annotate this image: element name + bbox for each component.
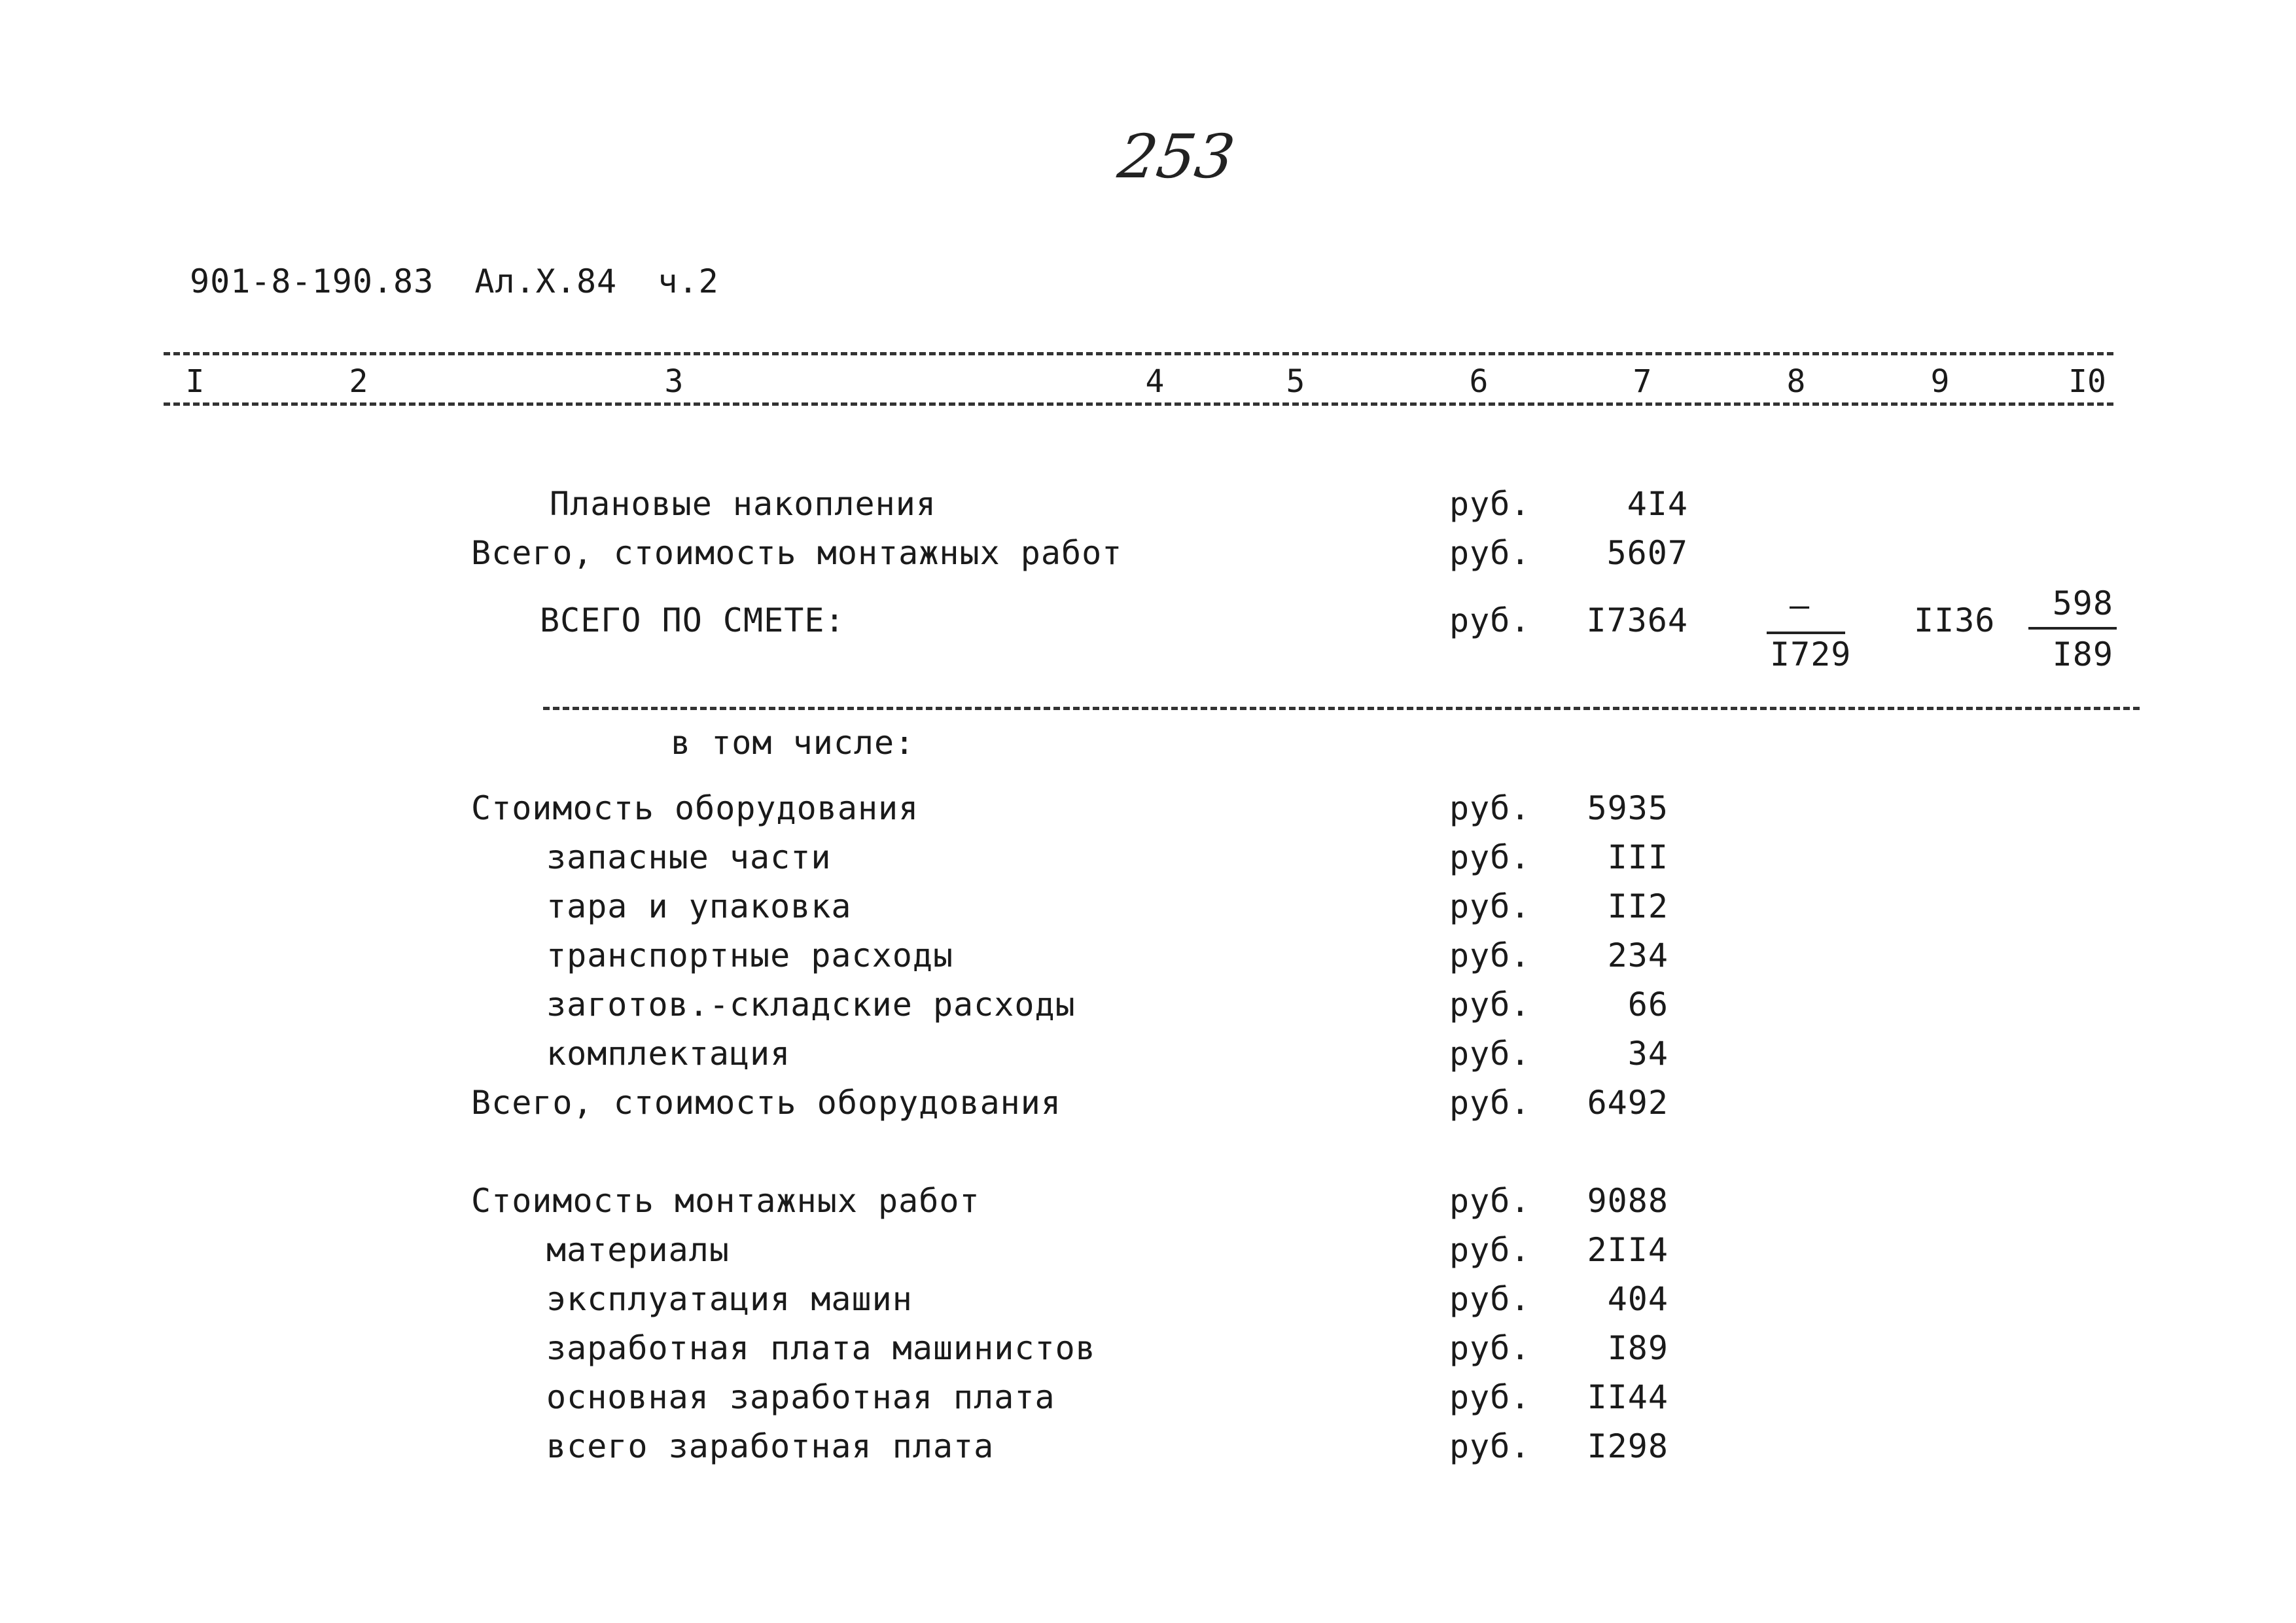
row-unit: руб. <box>1449 789 1531 827</box>
installation-item-value: 2II4 <box>1587 1231 1669 1269</box>
installation-item-value: I298 <box>1587 1427 1669 1465</box>
equipment-item-label: транспортные расходы <box>546 936 954 974</box>
row-label: Плановые накопления <box>550 485 936 523</box>
row-unit: руб. <box>1449 936 1531 974</box>
installation-item-label: всего заработная плата <box>546 1427 995 1465</box>
row-unit: руб. <box>1449 1231 1531 1269</box>
installation-item-value: II44 <box>1587 1378 1669 1416</box>
row-unit: руб. <box>1449 534 1531 572</box>
page-number: 253 <box>1114 122 1239 192</box>
equipment-title-value: 5935 <box>1587 789 1669 827</box>
column-number-5: 5 <box>1286 363 1305 400</box>
column-number-9: 9 <box>1930 363 1950 400</box>
equipment-total-value: 6492 <box>1587 1084 1669 1122</box>
equipment-item-value: III <box>1607 838 1669 876</box>
grand-total-col10-top: 598 <box>2052 584 2113 622</box>
column-number-3: 3 <box>664 363 684 400</box>
equipment-item-label: заготов.-складские расходы <box>546 986 1076 1024</box>
equipment-item-value: 66 <box>1627 986 1669 1024</box>
row-unit: руб. <box>1449 1084 1531 1122</box>
row-value: 4I4 <box>1627 485 1688 523</box>
fraction-bar <box>1767 632 1845 634</box>
installation-item-value: I89 <box>1607 1329 1669 1367</box>
equipment-item-value: 234 <box>1607 936 1669 974</box>
header-rule-top <box>164 352 2113 355</box>
row-unit: руб. <box>1449 1280 1531 1318</box>
equipment-item-label: запасные части <box>546 838 832 876</box>
grand-total-col9: II36 <box>1914 601 1996 639</box>
fraction-bar <box>2028 627 2117 630</box>
grand-total-value: I7364 <box>1586 601 1688 639</box>
equipment-total-label: Всего, стоимость оборудования <box>471 1084 1061 1122</box>
installation-item-label: основная заработная плата <box>546 1378 1055 1416</box>
including-label: в том числе: <box>671 724 915 762</box>
row-value: 5607 <box>1606 534 1688 572</box>
row-unit: руб. <box>1449 1182 1531 1220</box>
section-separator <box>543 707 2140 710</box>
grand-total-label: ВСЕГО ПО СМЕТЕ: <box>540 601 845 639</box>
column-number-8: 8 <box>1786 363 1806 400</box>
column-number-10: I0 <box>2068 363 2106 400</box>
installation-item-label: эксплуатация машин <box>546 1280 913 1318</box>
installation-item-label: заработная плата машинистов <box>546 1329 1096 1367</box>
row-unit: руб. <box>1449 1035 1531 1073</box>
equipment-item-label: тара и упаковка <box>546 887 852 925</box>
equipment-item-value: 34 <box>1627 1035 1669 1073</box>
column-number-6: 6 <box>1469 363 1489 400</box>
row-unit: руб. <box>1449 1427 1531 1465</box>
column-number-1: I <box>185 363 205 400</box>
row-unit: руб. <box>1449 986 1531 1024</box>
document-header: 901-8-190.83 Ал.X.84 ч.2 <box>190 262 719 300</box>
row-unit: руб. <box>1449 485 1531 523</box>
row-unit: руб. <box>1449 838 1531 876</box>
column-number-2: 2 <box>349 363 368 400</box>
column-number-4: 4 <box>1145 363 1165 400</box>
column-number-7: 7 <box>1633 363 1652 400</box>
installation-item-value: 404 <box>1607 1280 1669 1318</box>
equipment-item-label: комплектация <box>546 1035 791 1073</box>
row-label: Всего, стоимость монтажных работ <box>471 534 1123 572</box>
header-rule-bottom <box>164 402 2113 406</box>
row-unit: руб. <box>1449 601 1531 639</box>
row-unit: руб. <box>1449 887 1531 925</box>
grand-total-col10-bottom: I89 <box>2052 635 2113 673</box>
grand-total-col8-bottom: I729 <box>1770 635 1852 673</box>
equipment-item-value: II2 <box>1607 887 1669 925</box>
installation-item-label: материалы <box>546 1231 730 1269</box>
equipment-title: Стоимость оборудования <box>471 789 919 827</box>
installation-title-value: 9088 <box>1587 1182 1669 1220</box>
grand-total-col8-top: – <box>1790 586 1810 624</box>
row-unit: руб. <box>1449 1378 1531 1416</box>
installation-title: Стоимость монтажных работ <box>471 1182 980 1220</box>
row-unit: руб. <box>1449 1329 1531 1367</box>
